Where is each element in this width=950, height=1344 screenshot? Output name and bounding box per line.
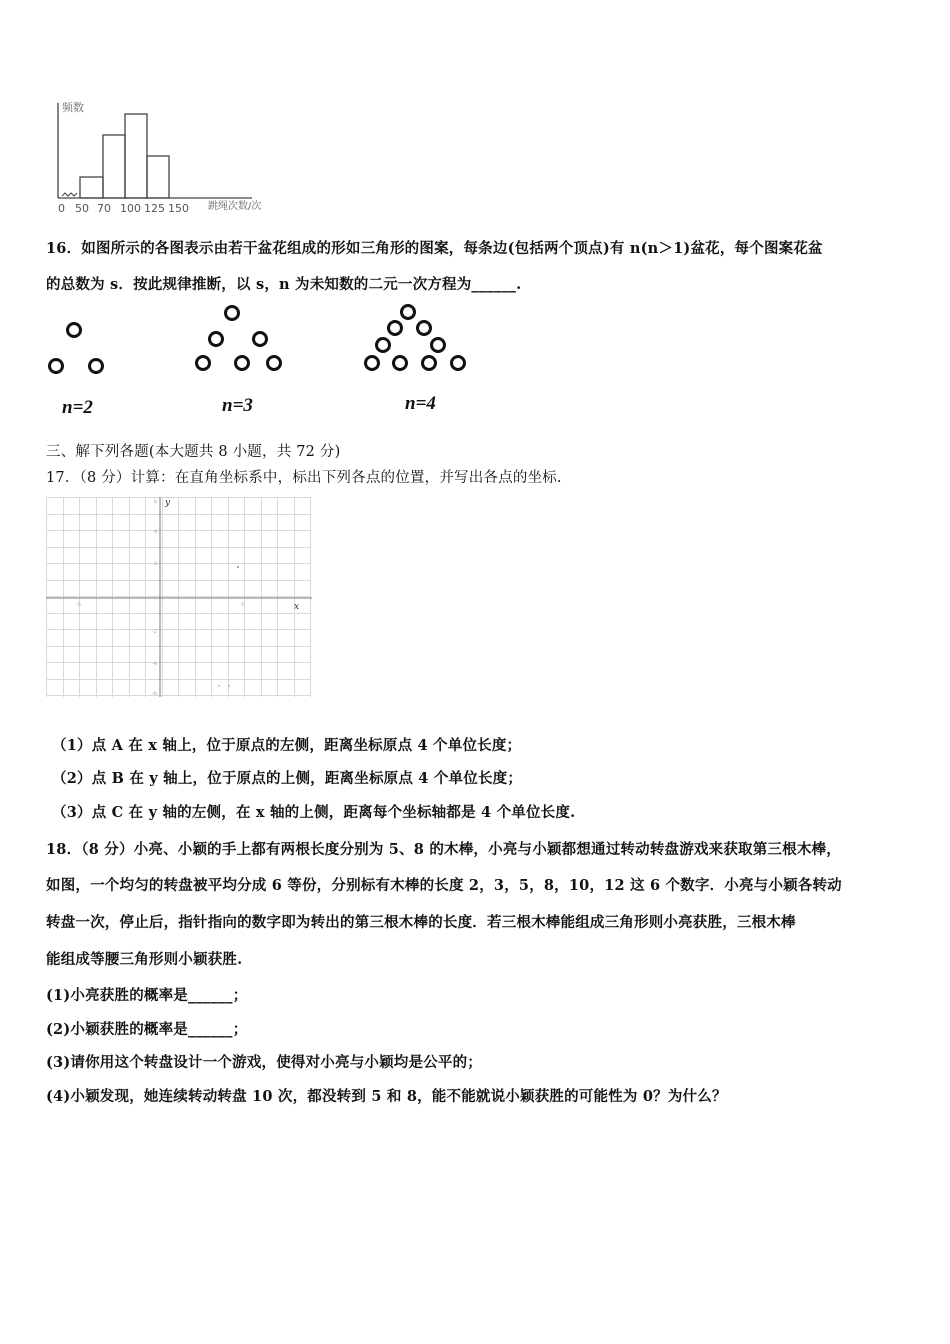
histogram-tick-label: 150 [168,202,189,215]
q17-item2: （2）点 B 在 y 轴上，位于原点的上侧，距离坐标原点 4 个单位长度； [52,770,523,787]
figure-n2 [50,324,103,373]
pot-circle [418,322,431,335]
histogram-bar-100-125 [125,114,147,198]
q18-part2: (2)小颖获胜的概率是______； [46,1021,248,1038]
q18-line4: 能组成等腰三角形则小颖获胜. [46,951,243,968]
q18-part4: (4)小颖发现，她连续转动转盘 10 次，都没转到 5 和 8，能不能就说小颖获胜的可能性为 0？为什么？ [46,1088,727,1105]
pot-circle [402,306,415,319]
pot-circle [210,333,223,346]
pot-circle [366,357,379,370]
q18-part3: (3)请你用这个转盘设计一个游戏，使得对小亮与小颖均是公平的； [46,1054,483,1071]
pot-circle [50,360,63,373]
section-3-heading: 三、解下列各题(本大题共 8 小题，共 72 分) [46,444,341,460]
pot-circle [452,357,465,370]
histogram-bars [62,114,169,198]
figure-n4 [366,306,465,370]
grid-lines [46,497,311,697]
figure-n3 [197,307,281,370]
pot-circle [423,357,436,370]
q18-part1: (1)小亮获胜的概率是______； [46,987,248,1004]
histogram-tick-labels [58,202,189,215]
q17-title: 17．（8 分）计算：在直角坐标系中，标出下列各点的位置，并写出各点的坐标. [46,470,562,486]
pot-circle [432,339,445,352]
flowerpot-figures [40,300,500,390]
figure-label-n3: n=3 [222,395,253,416]
tick-label: -5 [76,602,81,608]
tick-label: 4 [154,529,158,535]
pot-circle [394,357,407,370]
y-axis-label: y [165,498,171,508]
grid-speck [218,685,219,686]
grid-speck [237,566,239,568]
tick-label: -6 [152,691,157,697]
histogram-tick-label: 100 [120,202,141,215]
pot-circle [236,357,249,370]
tick-label: -2 [152,629,157,635]
tick-label: -4 [152,661,157,667]
histogram-tick-label: 125 [144,202,165,215]
tick-label: 6 [154,499,158,505]
histogram-bar-50-70 [80,177,103,198]
histogram-bar-70-100 [103,135,125,198]
tick-label: 5 [241,602,245,608]
coordinate-grid [46,497,316,699]
q17-item3: （3）点 C 在 y 轴的左侧，在 x 轴的上侧，距离每个坐标轴都是 4 个单位长度. [52,804,576,821]
pot-circle [68,324,81,337]
x-axis-label: x [294,602,300,612]
histogram-tick-label: 50 [75,202,89,215]
q18-line3: 转盘一次，停止后，指针指向的数字即为转出的第三根木棒的长度．若三根木棒能组成三角形则小亮获胜，三根木棒 [46,914,796,931]
histogram-y-label: 频数 [62,101,84,114]
histogram-x-label: 跳绳次数/次 [208,201,262,212]
pot-circle [197,357,210,370]
histogram-chart [40,95,270,220]
pot-circle [226,307,239,320]
pot-circle [389,322,402,335]
pot-circle [268,357,281,370]
axis-break-mark [62,193,77,196]
pot-circle [377,339,390,352]
q18-line1: 18．（8 分）小亮、小颖的手上都有两根长度分别为 5、8 的木棒，小亮与小颖都想通过转动转盘游戏来获取第三根木棒， [46,841,841,858]
q17-item1: （1）点 A 在 x 轴上，位于原点的左侧，距离坐标原点 4 个单位长度； [52,737,522,754]
pot-circle [254,333,267,346]
q16-line2: 的总数为 s．按此规律推断，以 s，n 为未知数的二元一次方程为______. [46,276,522,293]
pot-circle [90,360,103,373]
figure-label-n4: n=4 [405,393,436,414]
figure-label-n2: n=2 [62,397,93,418]
histogram-tick-label: 0 [58,202,65,215]
q18-line2: 如图，一个均匀的转盘被平均分成 6 等份，分别标有木棒的长度 2，3，5，8，10，12 这 6 个数字．小亮与小颖各转动 [46,877,842,894]
q16-line1: 16．如图所示的各图表示由若干盆花组成的形如三角形的图案，每条边(包括两个顶点)有 n(n＞1)盆花，每个图案花盆 [46,240,823,257]
grid-speck [228,685,229,686]
histogram-tick-label: 70 [97,202,111,215]
tick-label: 2 [154,561,158,567]
histogram-bar-125-150 [147,156,169,198]
